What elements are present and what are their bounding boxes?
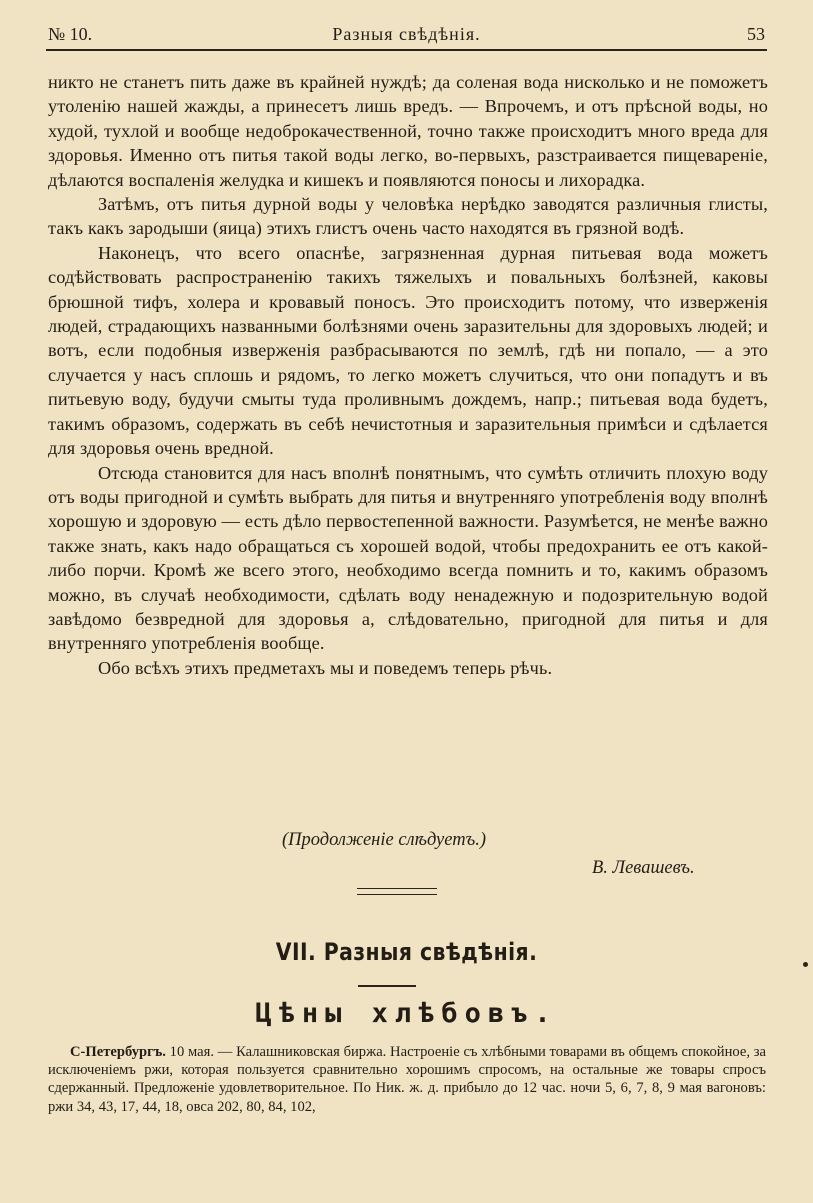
market-report <box>48 1043 766 1116</box>
section-heading: VII. Разныя свѣдѣнія. <box>275 938 538 966</box>
running-header <box>48 20 765 46</box>
paragraph: никто не станетъ пить даже въ крайней нуждѣ; да соленая вода нисколько и не поможетъ утоленію нашей жажды, а принесетъ лишь вредъ. — Впрочемъ, и отъ прѣсной воды, но худой, тухлой и вообще недоброкачественной, точно также происходитъ много вреда для здоровья. Именно отъ питья такой воды легко, во-первыхъ, разстраивается пищевареніе, дѣлаются воспаленія желудка и кишекъ и появляются поносы и лихорадка. <box>48 72 768 190</box>
author-signature: В. Левашевъ. <box>592 858 695 878</box>
market-report-text: 10 мая. — Калашниковская биржа. Настроеніе съ хлѣбными товарами въ общемъ спокойное, за исключеніемъ ржи, которая пользуется сравнительно хорошимъ спросомъ, на остальные же товары спросъ сдержанный. Предложеніе удовлетворительное. По Ник. ж. д. прибыло до 12 час. ночи 5, 6, 7, 8, 9 мая вагоновъ: ржи 34, 43, 17, 44, 18, овса 202, 80, 84, 102, <box>48 1044 766 1115</box>
paragraph: Отсюда становится для насъ вполнѣ понятнымъ, что сумѣть отличить плохую воду отъ воды пригодной и сумѣть выбрать для питья и внутренняго употребленія воду вполнѣ хорошую и здоровую — есть дѣло первостепенной важности. Разумѣется, не менѣе важно также знать, какъ надо обращаться съ хорошей водой, чтобы предохранить ее отъ какой-либо порчи. Кромѣ же всего этого, необходимо всегда помнить и то, какимъ образомъ можно, въ случаѣ необходимости, сдѣлать воду ненадежную и подозрительную водой завѣдомо безвредной для здоровья а, слѣдовательно, пригодной для питья и для внутренняго употребленія вообще. <box>48 462 768 654</box>
paragraph: Наконецъ, что всего опаснѣе, загрязненная дурная питьевая вода можетъ содѣйствовать распространенію такихъ тяжелыхъ и повальныхъ болѣзней, каковы брюшной тифъ, холера и кровавый поносъ. Это происходитъ потому, что изверженія людей, страдающихъ названными болѣзнями очень заразительны для здоровыхъ людей; и вотъ, если подобныя изверженія разбрасываются по землѣ, гдѣ ни попало, — а это случается у насъ сплошь и рядомъ, то легко можетъ случиться, что они попадутъ и въ питьевую воду, будучи смыты туда проливнымъ дождемъ, напр.; питьевая вода будетъ, такимъ образомъ, содержать въ себѣ нечистотныя и заразительныя примѣси и сдѣлается для здоровья очень вредной. <box>48 242 768 459</box>
continuation-note: (Продолженіе слѣдуетъ.) <box>282 830 486 850</box>
margin-mark <box>803 962 808 967</box>
paragraph: Обо всѣхъ этихъ предметахъ мы и поведемъ теперь рѣчь. <box>98 657 553 678</box>
subsection-heading: Цѣны хлѣбовъ. <box>255 998 558 1029</box>
header-rule <box>46 49 767 51</box>
market-city: С-Петербургъ. <box>70 1044 166 1060</box>
section-rule <box>358 985 416 987</box>
section-divider <box>357 888 437 895</box>
market-report-paragraph <box>48 1043 766 1116</box>
issue-number: № 10. <box>48 24 93 44</box>
article-body <box>48 70 768 680</box>
paragraph: Затѣмъ, отъ питья дурной воды у человѣка нерѣдко заводятся различныя глисты, такъ какъ зародыши (яица) этихъ глистъ очень часто находятся въ грязной водѣ. <box>48 194 768 239</box>
running-title: Разныя свѣдѣнія. <box>332 24 481 44</box>
page-number: 53 <box>747 24 765 44</box>
